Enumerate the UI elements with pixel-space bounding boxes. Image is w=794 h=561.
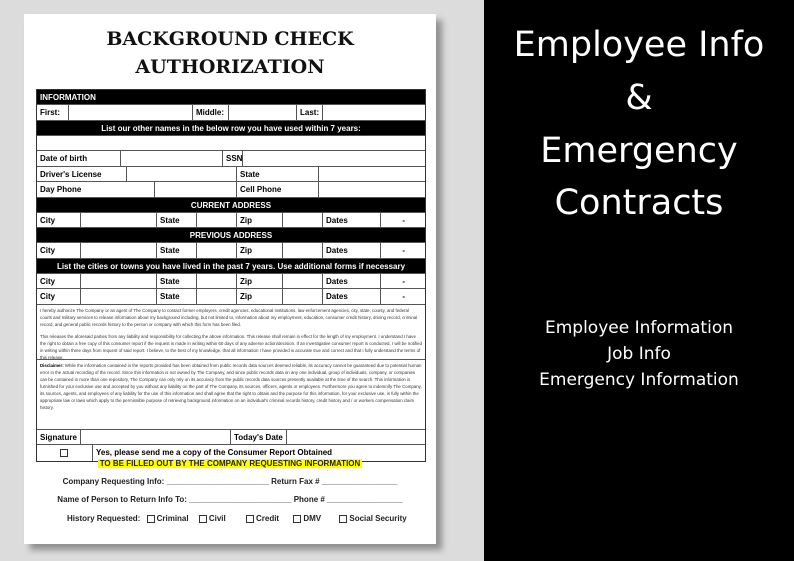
city-field[interactable] xyxy=(81,289,157,304)
zip-field[interactable] xyxy=(283,289,323,304)
city-label: City xyxy=(37,213,81,228)
dates-field[interactable]: - xyxy=(402,215,405,225)
other-names-header: List our other names in the below row you have used within 7 years: xyxy=(37,121,425,136)
history-requested-label: History Requested: xyxy=(67,514,141,523)
ssn-label: SSN xyxy=(223,151,243,166)
cell-phone-label: Cell Phone xyxy=(237,182,319,197)
phone-row xyxy=(37,182,425,198)
city-label: City xyxy=(37,274,81,289)
state-field[interactable] xyxy=(197,243,237,258)
first-field[interactable] xyxy=(69,105,193,120)
dates-label: Dates xyxy=(323,213,381,228)
license-state-label: State xyxy=(237,167,319,182)
form-title-line1: BACKGROUND CHECK xyxy=(106,28,354,50)
history-requested-row xyxy=(24,514,436,523)
dates-field[interactable]: - xyxy=(402,292,405,301)
city-field[interactable] xyxy=(81,274,157,289)
credit-checkbox[interactable]: Credit xyxy=(246,514,279,523)
city-row xyxy=(37,243,425,259)
state-label: State xyxy=(157,274,197,289)
state-field[interactable] xyxy=(197,289,237,304)
last-field[interactable] xyxy=(323,105,425,120)
current-address-header: CURRENT ADDRESS xyxy=(37,198,425,213)
state-field[interactable] xyxy=(197,274,237,289)
middle-field[interactable] xyxy=(229,105,297,120)
day-phone-field[interactable] xyxy=(155,182,237,197)
dates-field[interactable]: - xyxy=(402,276,405,286)
city-field[interactable] xyxy=(81,213,157,228)
state-label: State xyxy=(157,289,197,304)
disclaimer-paragraph: While the information contained in the reports provided has been obtained from public records data sources deemed reliable, its accuracy cannot be guaranteed due to potential human error in the actual recording of the record. Since this information is not owned by The Company, and since public records data on any one individual, group of individuals, company, or companies can be contained in more than one repository, The Company can only rely on its accuracy from the public records data sources presently available at the time of the search. This information is furnished for your exclusive use and accepted by you without any liability on the part of The Company, its sources, officers, agents or employees. Furthermore you agree to indemnify The Company, its sources, agents, and employees of any liability for the use of this information and shall agree that the right to obtain and the purpose for this information, for your exclusive use, is fully within the appropriate law or laws which apply to the permissible purpose of retrieving background information on an individual's criminal records history, credit history and / or workers compensation claim history. xyxy=(40,362,422,411)
city-row xyxy=(37,274,425,290)
information-header: INFORMATION xyxy=(37,90,425,105)
disclaimer-label: Disclaimer: xyxy=(40,362,64,368)
previous-address-header: PREVIOUS ADDRESS xyxy=(37,228,425,243)
name-row xyxy=(37,105,425,121)
panel-item-employee-information: Employee Information xyxy=(544,318,733,338)
license-row xyxy=(37,167,425,183)
first-label: First: xyxy=(37,105,69,120)
dates-label: Dates xyxy=(323,289,381,304)
dob-row xyxy=(37,151,425,167)
day-phone-label: Day Phone xyxy=(37,182,155,197)
city-label: City xyxy=(37,289,81,304)
dates-label: Dates xyxy=(323,243,381,258)
company-requesting-line[interactable]: Company Requesting Info: _______________________ Return Fax # _________________ xyxy=(62,477,398,486)
criminal-checkbox[interactable]: Criminal xyxy=(147,514,189,523)
dates-label: Dates xyxy=(323,274,381,289)
license-label: Driver's License xyxy=(37,167,127,182)
promo-panel xyxy=(484,0,794,561)
other-names-field[interactable] xyxy=(37,136,425,152)
state-label: State xyxy=(157,243,197,258)
signature-field[interactable] xyxy=(81,430,231,445)
civil-checkbox[interactable]: Civil xyxy=(199,514,226,523)
city-row xyxy=(37,289,425,305)
zip-label: Zip xyxy=(237,274,283,289)
zip-label: Zip xyxy=(237,243,283,258)
city-row xyxy=(37,213,425,229)
zip-field[interactable] xyxy=(283,213,323,228)
copy-request-label: Yes, please send me a copy of the Consumer Report Obtained xyxy=(96,448,333,457)
company-header-wrap xyxy=(24,459,436,468)
cities-header: List the cities or towns you have lived in the past 7 years. Use additional forms if necessary xyxy=(37,259,425,274)
city-label: City xyxy=(37,243,81,258)
dob-field[interactable] xyxy=(121,151,223,166)
license-field[interactable] xyxy=(127,167,237,182)
company-header: TO BE FILLED OUT BY THE COMPANY REQUESTING INFORMATION xyxy=(99,459,361,468)
dob-label: Date of birth xyxy=(37,151,121,166)
ssn-field[interactable] xyxy=(243,151,425,166)
panel-title-line1: Employee Info xyxy=(513,25,765,65)
release-paragraph: This releases the aforesaid parties from any liability and responsibility for collecting the above information. This release shall remain in effect for the length of my employment. I understand I have the right to obtain a free copy of this consumer report if the request is made in writing within 60 days of any adverse action/decision. If an investigative consumer report is conducted, I will be notified in writing within three days from request of said report. I believe, to the best of my knowledge, that all information I have provided is accurate true and correct and that I fully understand the terms of this release. xyxy=(40,333,422,361)
last-label: Last: xyxy=(297,105,323,120)
panel-title-line3: Emergency xyxy=(540,131,738,171)
authorization-text xyxy=(37,305,425,360)
signature-label: Signature xyxy=(37,430,81,445)
todays-date-field[interactable] xyxy=(287,430,425,445)
return-info-line[interactable]: Name of Person to Return Info To: _______________________ Phone # _________________ xyxy=(57,495,403,504)
dates-field[interactable]: - xyxy=(402,246,405,255)
state-label: State xyxy=(157,213,197,228)
state-field[interactable] xyxy=(197,213,237,228)
todays-date-label: Today's Date xyxy=(231,430,287,445)
city-field[interactable] xyxy=(81,243,157,258)
panel-item-emergency-information: Emergency Information xyxy=(539,370,739,390)
zip-field[interactable] xyxy=(283,274,323,289)
middle-label: Middle: xyxy=(193,105,229,120)
form-page xyxy=(24,14,436,544)
panel-title-line4: Contracts xyxy=(554,183,724,223)
signature-row xyxy=(37,430,425,446)
authorize-paragraph: I hereby authorize The Company or an agent of The Company to contact former employers, credit agencies, educational institutions, law enforcement agencies, city, state, county, and federal courts and military services to release information about my background including, but not limited to, information about my employment, education, consumer credit history, driving record, criminal record, and general public records history to the person or company with which this form has been filed. xyxy=(40,307,418,327)
form-table xyxy=(36,89,426,462)
social-security-checkbox[interactable]: Social Security xyxy=(339,514,406,523)
dmv-checkbox[interactable]: DMV xyxy=(293,514,321,523)
zip-label: Zip xyxy=(237,289,283,304)
disclaimer-text xyxy=(37,360,425,430)
form-title-line2: AUTHORIZATION xyxy=(135,56,325,78)
panel-item-job-info: Job Info xyxy=(607,344,671,364)
panel-title-line2: & xyxy=(625,78,653,118)
zip-label: Zip xyxy=(237,213,283,228)
zip-field[interactable] xyxy=(283,243,323,258)
cell-phone-field[interactable] xyxy=(319,182,425,197)
license-state-field[interactable] xyxy=(319,167,425,182)
